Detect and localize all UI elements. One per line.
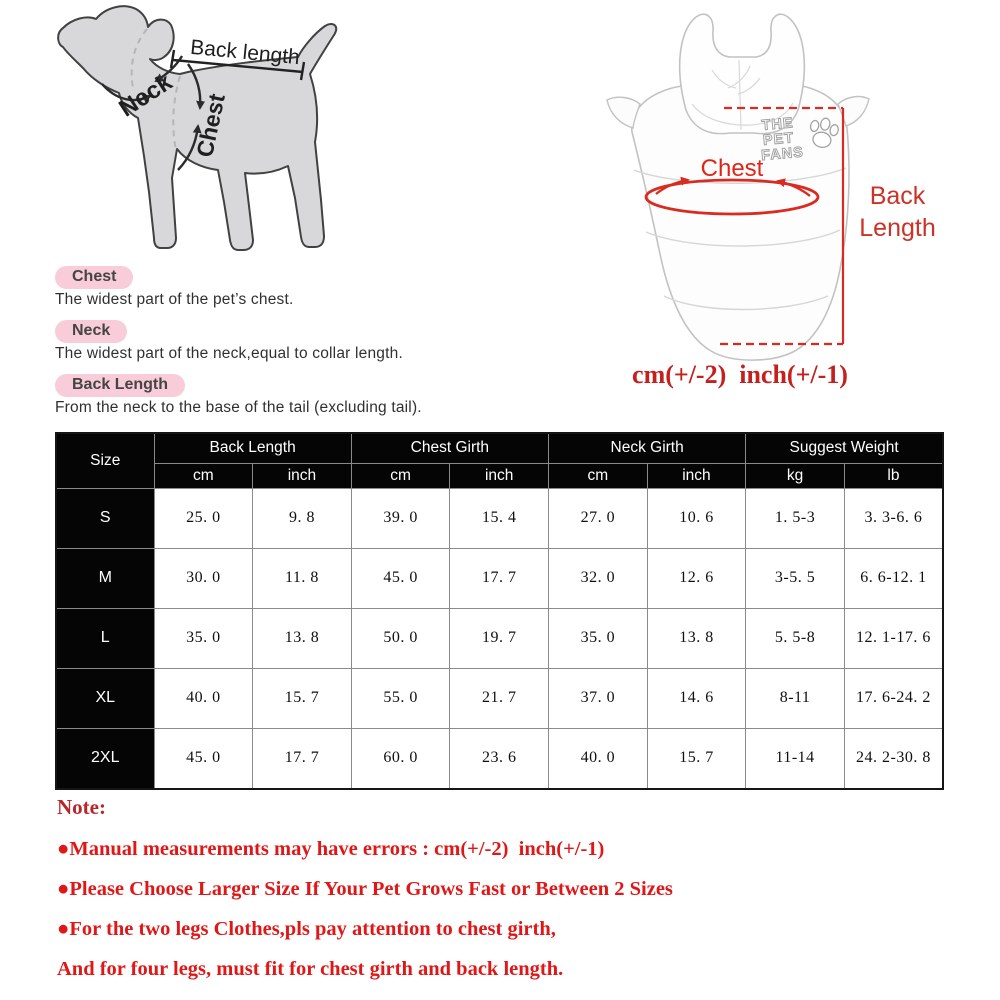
cell: 11. 8 [253, 548, 352, 608]
cell: 3-5. 5 [746, 548, 845, 608]
chest-definition-text: The widest part of the pet’s chest. [55, 291, 294, 308]
cell: 55. 0 [351, 668, 450, 728]
col-group-back-length: Back Length [154, 433, 351, 463]
definition-chest [55, 266, 495, 309]
unit-header: inch [253, 463, 352, 488]
table-row-2xl [56, 728, 943, 789]
cell: 1. 5-3 [746, 488, 845, 548]
size-label: S [56, 488, 154, 548]
vest-back-length-line2: Length [859, 214, 936, 242]
cell: 40. 0 [549, 728, 648, 789]
cell: 15. 7 [253, 668, 352, 728]
unit-header: inch [647, 463, 746, 488]
cell: 27. 0 [549, 488, 648, 548]
logo-line-the: THE [760, 115, 795, 134]
cell: 19. 7 [450, 608, 549, 668]
cell: 13. 8 [647, 608, 746, 668]
cell: 12. 1-17. 6 [844, 608, 943, 668]
cell: 50. 0 [351, 608, 450, 668]
vest-back-length-label [845, 180, 950, 244]
cell: 45. 0 [351, 548, 450, 608]
cell: 8-11 [746, 668, 845, 728]
cell: 15. 7 [647, 728, 746, 789]
neck-term-pill: Neck [55, 320, 127, 343]
unit-header: cm [154, 463, 253, 488]
unit-header: cm [351, 463, 450, 488]
cell: 35. 0 [154, 608, 253, 668]
cell: 15. 4 [450, 488, 549, 548]
table-row-s [56, 488, 943, 548]
cell: 25. 0 [154, 488, 253, 548]
cell: 17. 6-24. 2 [844, 668, 943, 728]
note-footer: And for four legs, must fit for chest girth and back length. [57, 958, 564, 980]
table-row-m [56, 548, 943, 608]
cell: 24. 2-30. 8 [844, 728, 943, 789]
logo-line-fans: FANS [760, 144, 805, 165]
cell: 37. 0 [549, 668, 648, 728]
cell: 13. 8 [253, 608, 352, 668]
definition-back-length [55, 374, 495, 417]
size-table-corner-header: Size [56, 433, 154, 488]
note-bullet-2: ●Please Choose Larger Size If Your Pet Grows Fast or Between 2 Sizes [57, 878, 673, 900]
cell: 3. 3-6. 6 [844, 488, 943, 548]
size-label: 2XL [56, 728, 154, 789]
note-bullet-3: ●For the two legs Clothes,pls pay attention to chest girth, [57, 918, 556, 940]
unit-header: kg [746, 463, 845, 488]
neck-definition-text: The widest part of the neck,equal to collar length. [55, 345, 403, 362]
note-bullet-1: ●Manual measurements may have errors : cm(+/-2) inch(+/-1) [57, 838, 605, 860]
cell: 35. 0 [549, 608, 648, 668]
col-group-suggest-weight: Suggest Weight [746, 433, 943, 463]
unit-header: inch [450, 463, 549, 488]
cell: 9. 8 [253, 488, 352, 548]
cell: 17. 7 [253, 728, 352, 789]
chest-term-pill: Chest [55, 266, 133, 289]
cell: 11-14 [746, 728, 845, 789]
cell: 17. 7 [450, 548, 549, 608]
vest-chest-label: Chest [700, 155, 764, 182]
measurement-definitions [55, 266, 495, 428]
table-row-l [56, 608, 943, 668]
back-length-definition-text: From the neck to the base of the tail (excluding tail). [55, 399, 422, 416]
cell: 21. 7 [450, 668, 549, 728]
cell: 39. 0 [351, 488, 450, 548]
size-label: L [56, 608, 154, 668]
cell: 6. 6-12. 1 [844, 548, 943, 608]
definition-neck [55, 320, 495, 363]
notes-section [57, 795, 957, 997]
cell: 14. 6 [647, 668, 746, 728]
back-length-term-pill: Back Length [55, 374, 185, 397]
notes-heading: Note: [57, 795, 106, 819]
dog-back-length-label: Back length [189, 35, 301, 70]
unit-header: lb [844, 463, 943, 488]
unit-header: cm [549, 463, 648, 488]
size-label: M [56, 548, 154, 608]
cell: 12. 6 [647, 548, 746, 608]
cell: 10. 6 [647, 488, 746, 548]
cell: 5. 5-8 [746, 608, 845, 668]
dog-neck-label: Neck [114, 68, 178, 123]
cell: 23. 6 [450, 728, 549, 789]
cell: 30. 0 [154, 548, 253, 608]
tolerance-note: cm(+/-2) inch(+/-1) [632, 360, 848, 389]
cell: 32. 0 [549, 548, 648, 608]
logo-line-pet: PET [762, 130, 795, 149]
cell: 45. 0 [154, 728, 253, 789]
cell: 60. 0 [351, 728, 450, 789]
cell: 40. 0 [154, 668, 253, 728]
col-group-neck-girth: Neck Girth [549, 433, 746, 463]
size-table [55, 432, 944, 790]
table-row-xl [56, 668, 943, 728]
col-group-chest-girth: Chest Girth [351, 433, 548, 463]
vest-back-length-line1: Back [869, 182, 926, 210]
size-label: XL [56, 668, 154, 728]
dog-chest-label: Chest [191, 91, 230, 160]
